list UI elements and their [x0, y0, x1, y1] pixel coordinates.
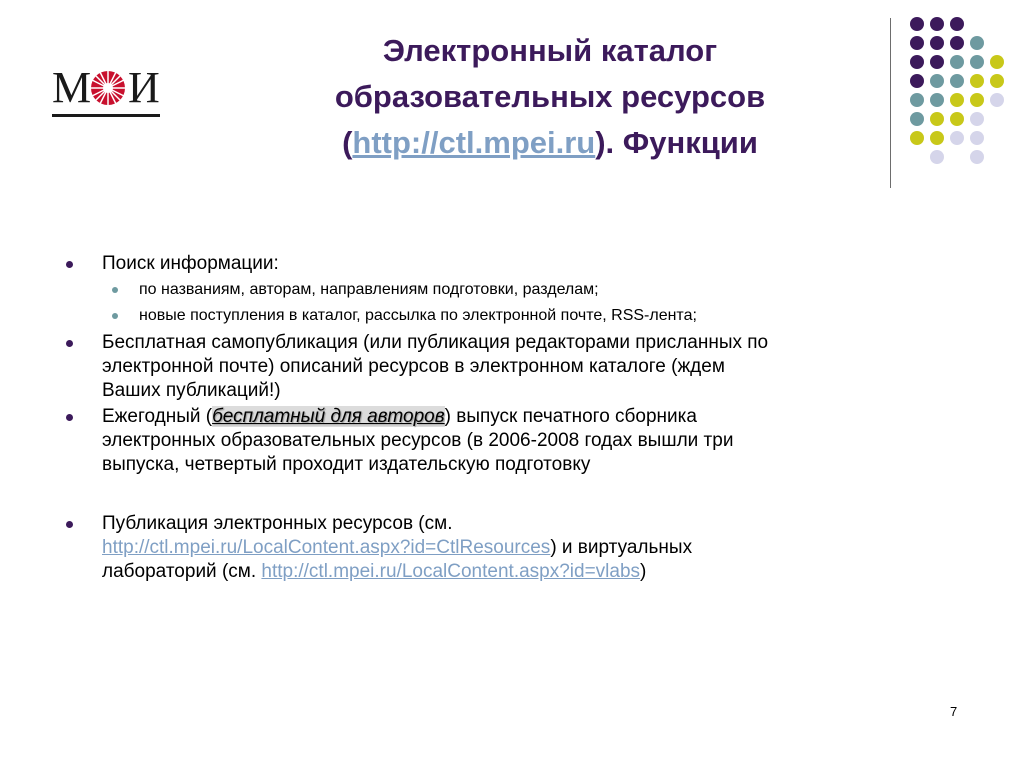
- decor-dot: [970, 74, 984, 88]
- decor-dot: [950, 55, 964, 69]
- decor-dot: [950, 131, 964, 145]
- bullet-search-label: Поиск информации:: [102, 253, 279, 274]
- vlabs-link[interactable]: http://ctl.mpei.ru/LocalContent.aspx?id=vlabs: [261, 561, 641, 582]
- decor-dot: [930, 55, 944, 69]
- decor-dot: [930, 93, 944, 107]
- decor-dot: [910, 55, 924, 69]
- bullet-search: [102, 252, 982, 276]
- decor-dot: [910, 112, 924, 126]
- bullet-publication-line-1: Публикация электронных ресурсов (см.: [102, 513, 453, 534]
- logo-sun-icon: [88, 68, 128, 108]
- bullet-publication-line-3-prefix: лабораторий (см.: [102, 561, 262, 582]
- bullet-publication: [102, 512, 982, 584]
- catalog-link[interactable]: http://ctl.mpei.ru: [352, 125, 596, 160]
- bullet-yearly-suffix: ) выпуск печатного сборника: [444, 406, 697, 427]
- bullet-dot: [66, 414, 73, 421]
- bullet-yearly-collection: [102, 405, 982, 477]
- subbullet-search-by-name-text: по названиям, авторам, направлениям подготовки, разделам;: [139, 281, 599, 298]
- decor-dot: [990, 55, 1004, 69]
- decor-dot: [970, 55, 984, 69]
- bullet-self-publication-line-3: Ваших публикаций!): [102, 380, 281, 401]
- decor-dot: [930, 112, 944, 126]
- logo-letter-m: М: [52, 63, 92, 112]
- subbullet-dot: [112, 287, 118, 293]
- title-paren-open: (: [342, 125, 353, 160]
- bullet-yearly-line-3: выпуска, четвертый проходит издательскую подготовку: [102, 454, 591, 475]
- decor-dot: [950, 74, 964, 88]
- decor-dot: [990, 74, 1004, 88]
- bullet-dot: [66, 340, 73, 347]
- title-line-3: [250, 120, 850, 166]
- decor-dot: [930, 74, 944, 88]
- bullet-self-publication: [102, 331, 982, 403]
- decor-dot: [970, 36, 984, 50]
- title-line-1: Электронный каталог: [382, 33, 718, 68]
- decor-dot: [910, 93, 924, 107]
- title-line-2: образовательных ресурсов: [334, 79, 766, 114]
- subbullet-new-arrivals: [139, 305, 697, 327]
- decor-dot: [910, 74, 924, 88]
- decor-dot: [970, 112, 984, 126]
- decor-dot: [910, 131, 924, 145]
- decor-dot: [910, 17, 924, 31]
- decor-dot: [950, 36, 964, 50]
- decor-dot: [950, 93, 964, 107]
- bullet-dot: [66, 521, 73, 528]
- slide-title: [250, 28, 850, 166]
- bullet-yearly-line-1: [102, 405, 982, 429]
- decor-dot: [970, 131, 984, 145]
- logo-underline: [52, 114, 160, 117]
- decor-dot: [930, 150, 944, 164]
- decor-dot: [930, 131, 944, 145]
- logo-letter-i: И: [128, 63, 160, 112]
- decor-dot: [910, 36, 924, 50]
- decor-dot: [930, 17, 944, 31]
- decor-dot: [970, 93, 984, 107]
- bullet-yearly-line-2: электронных образовательных ресурсов (в 2006-2008 годах вышли три: [102, 430, 734, 451]
- bullet-publication-line-2: [102, 536, 982, 560]
- bullet-self-publication-line-2: электронной почте) описаний ресурсов в электронном каталоге (ждем: [102, 356, 725, 377]
- bullet-dot: [66, 261, 73, 268]
- bullet-publication-line-3: [102, 560, 982, 584]
- subbullet-search-by-name: [139, 279, 599, 301]
- free-for-authors-highlight: бесплатный для авторов: [212, 406, 445, 427]
- decor-dot: [990, 93, 1004, 107]
- decor-divider: [890, 18, 891, 188]
- bullet-self-publication-line-1: Бесплатная самопубликация (или публикация редакторами присланных по: [102, 332, 769, 353]
- mei-logo: [52, 63, 162, 118]
- bullet-publication-line-2-suffix: ) и виртуальных: [550, 537, 693, 558]
- decor-dot: [950, 112, 964, 126]
- page-number: 7: [950, 704, 958, 719]
- subbullet-new-arrivals-text: новые поступления в каталог, рассылка по электронной почте, RSS-лента;: [139, 307, 697, 324]
- bullet-publication-line-3-suffix: ): [640, 561, 647, 582]
- decor-dot: [950, 17, 964, 31]
- subbullet-dot: [112, 313, 118, 319]
- decor-dot: [970, 150, 984, 164]
- decor-dot: [930, 36, 944, 50]
- bullet-yearly-prefix: Ежегодный (: [102, 406, 213, 427]
- title-suffix: ). Функции: [595, 125, 758, 160]
- ctl-resources-link[interactable]: http://ctl.mpei.ru/LocalContent.aspx?id=CtlResources: [102, 537, 551, 558]
